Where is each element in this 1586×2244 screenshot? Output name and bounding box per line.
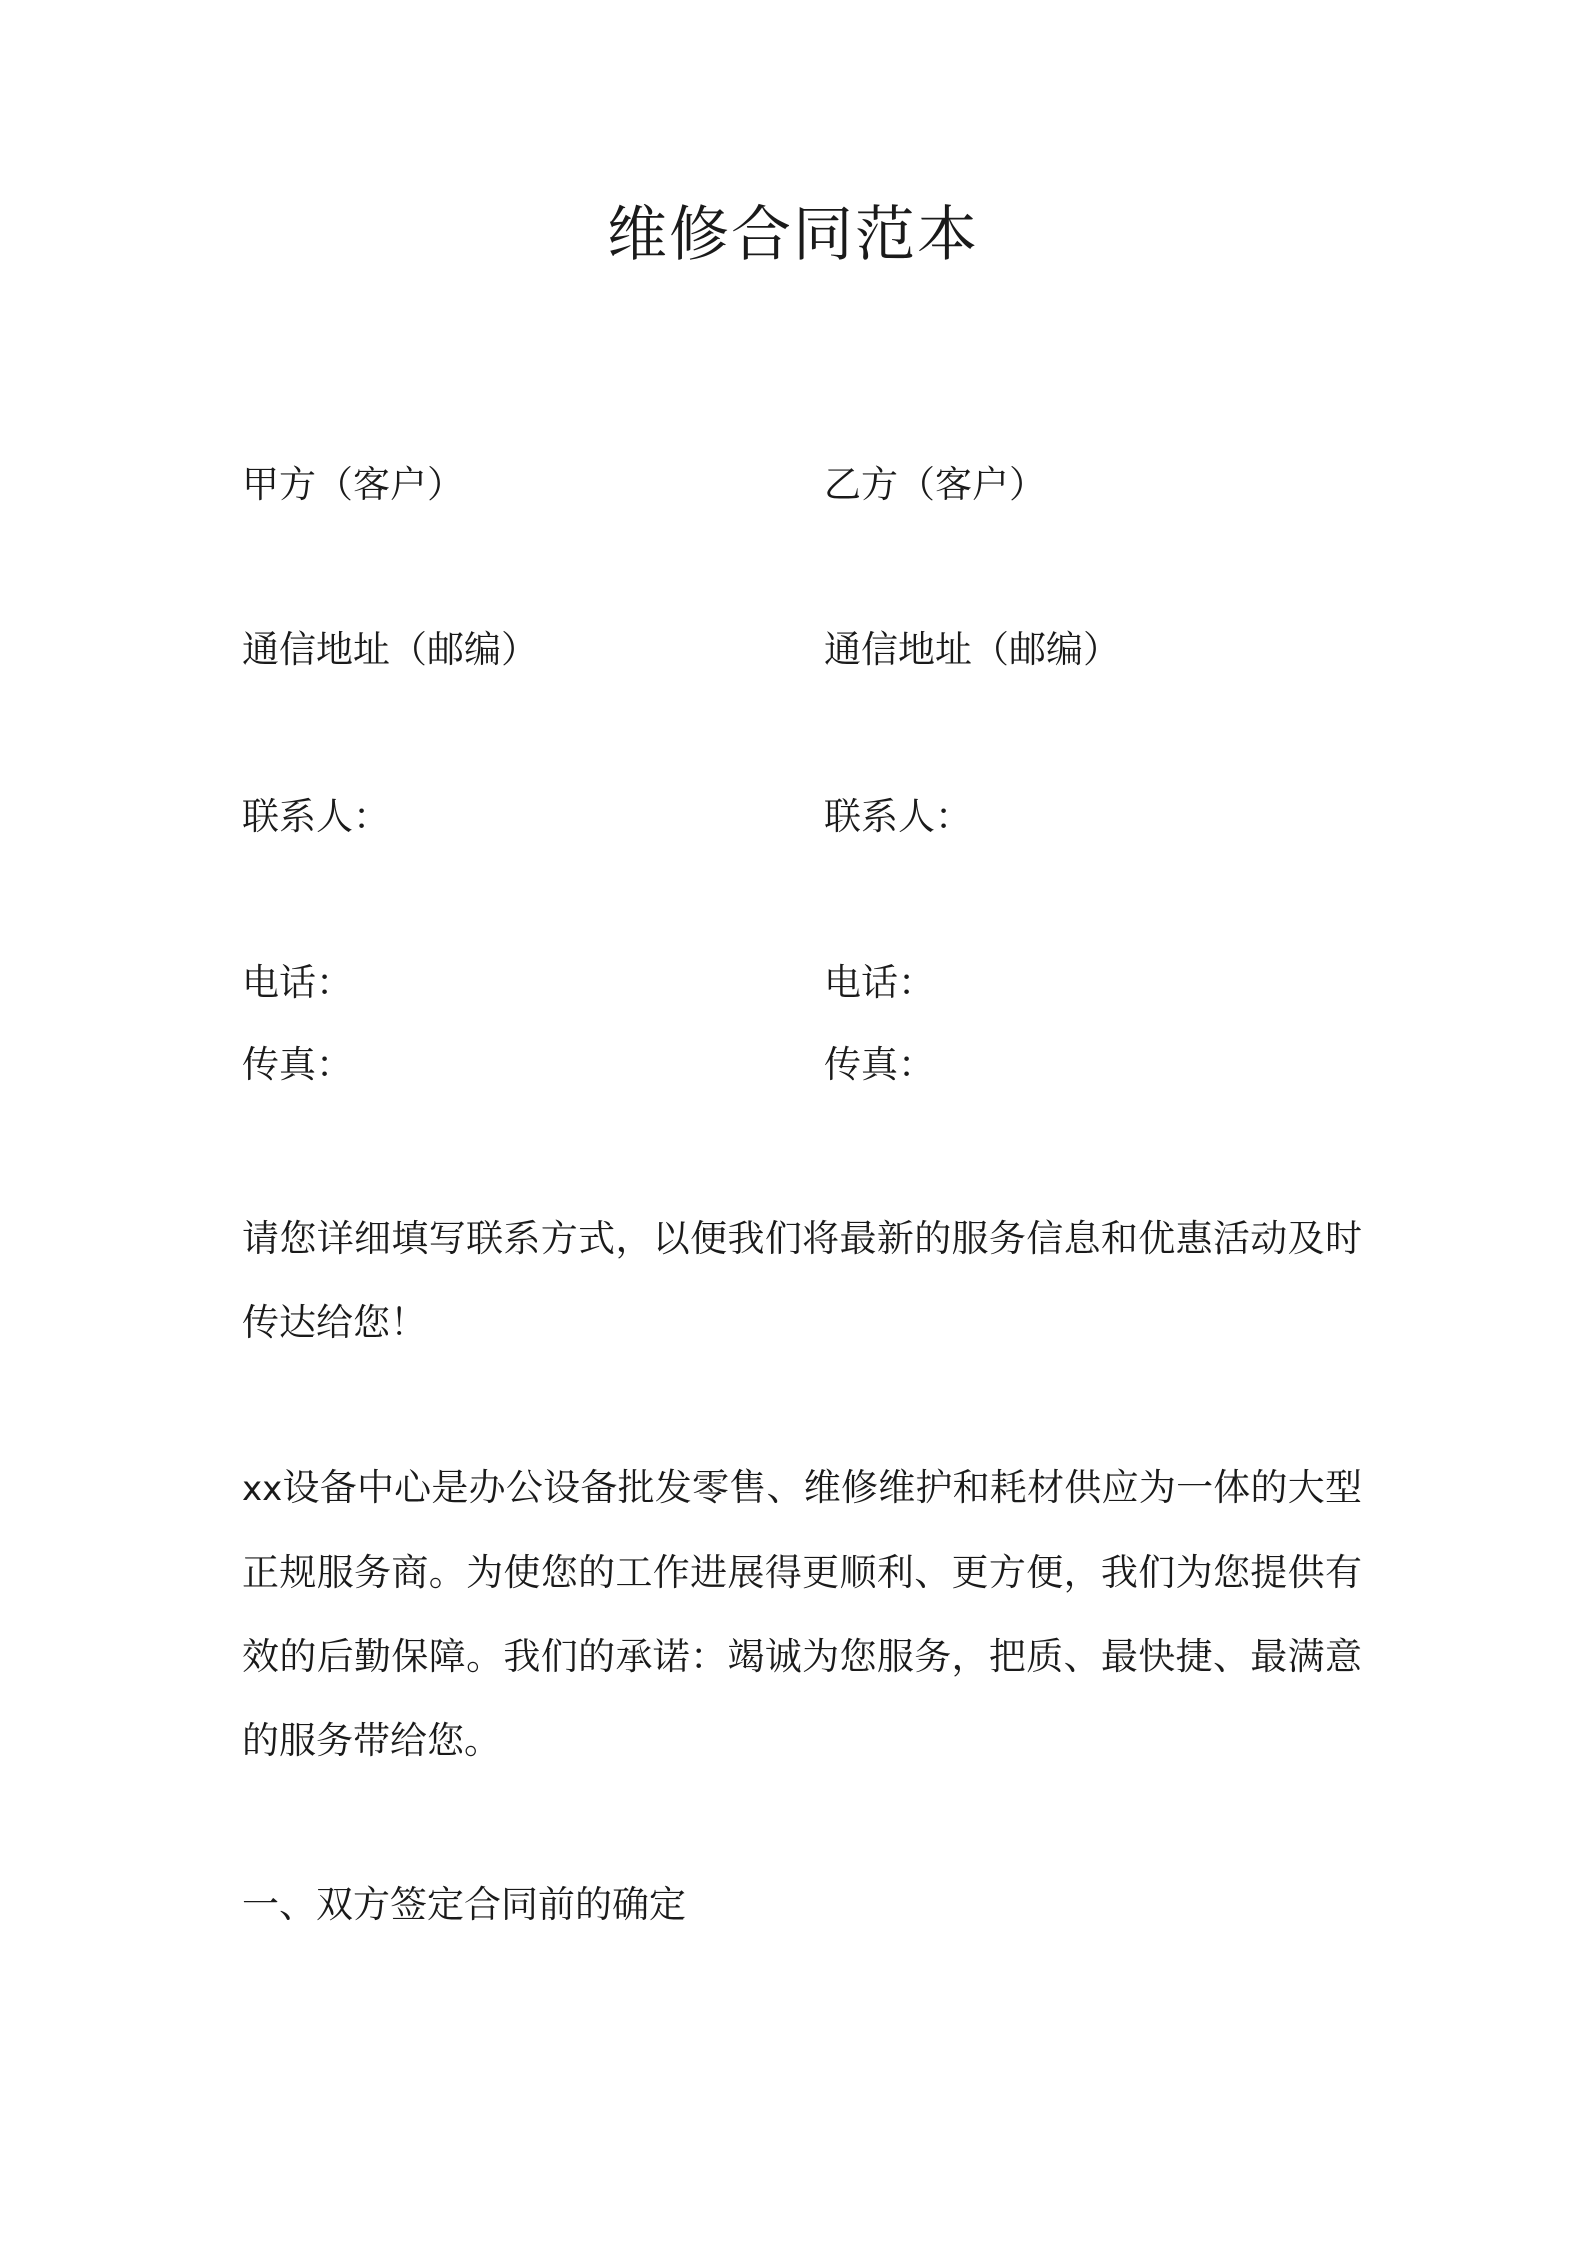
document-title: 维修合同范本 bbox=[607, 200, 979, 270]
party-a-name-label: 甲方（客户） bbox=[242, 463, 464, 506]
intro-paragraph bbox=[242, 1446, 1362, 1783]
party-a-fax-label: 传真： bbox=[242, 1043, 353, 1086]
party-a-address-label: 通信地址（邮编） bbox=[242, 628, 538, 671]
party-b-contact-label: 联系人： bbox=[824, 795, 972, 838]
party-b-address-label: 通信地址（邮编） bbox=[824, 628, 1120, 671]
section-1-heading: 一、双方签定合同前的确定 bbox=[242, 1883, 686, 1926]
party-b-phone-label: 电话： bbox=[824, 961, 935, 1004]
party-a-phone-label: 电话： bbox=[242, 961, 353, 1004]
intro-text: 设备中心是办公设备批发零售、维修维护和耗材供应为一体的大型正规服务商。为使您的工作进展得更顺利、更方便，我们为您提供有效的后勤保障。我们的承诺：竭诚为您服务，把质、最快捷、最满意的服务带给您。 bbox=[242, 1466, 1362, 1762]
company-prefix: xx bbox=[242, 1469, 283, 1509]
party-b-name-label: 乙方（客户） bbox=[824, 463, 1046, 506]
party-b-fax-label: 传真： bbox=[824, 1043, 935, 1086]
notice-paragraph: 请您详细填写联系方式，以便我们将最新的服务信息和优惠活动及时传达给您！ bbox=[242, 1217, 1362, 1344]
party-a-contact-label: 联系人： bbox=[242, 795, 390, 838]
